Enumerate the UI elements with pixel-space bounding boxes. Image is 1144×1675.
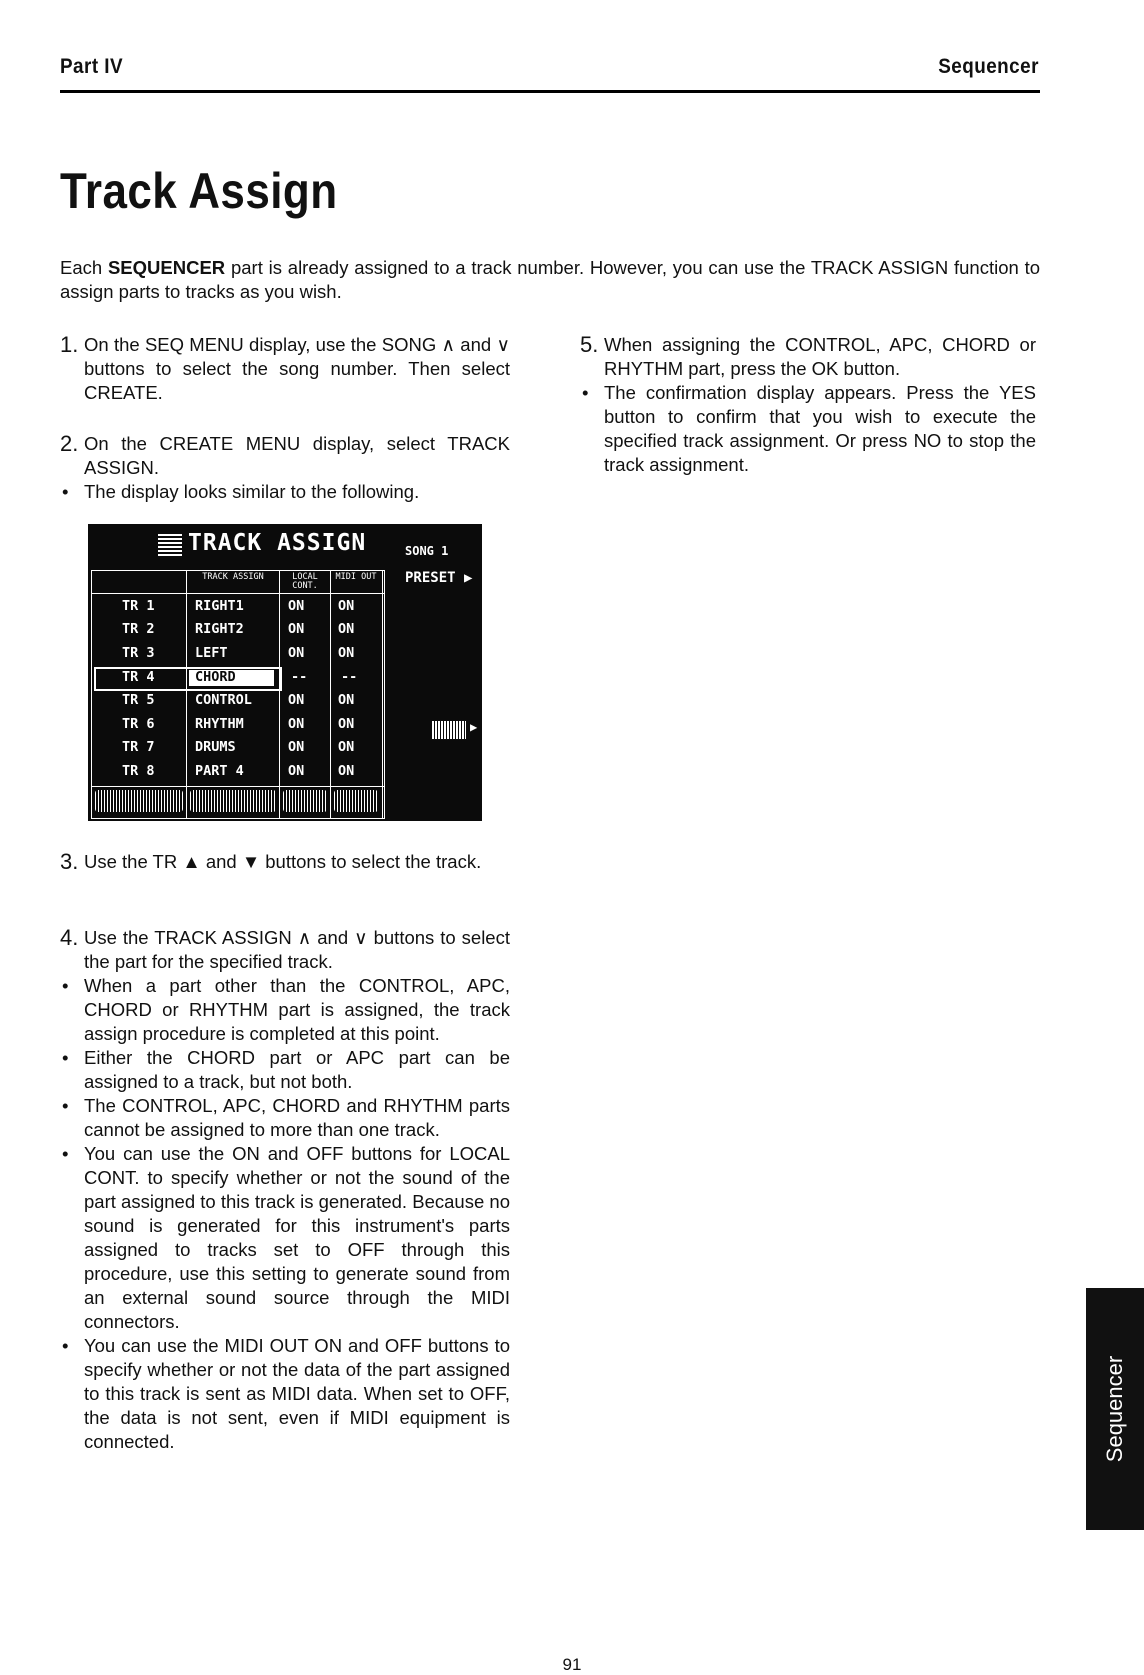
page-title: Track Assign — [60, 163, 338, 219]
step-3 — [60, 850, 510, 874]
step-number: 5. — [580, 332, 599, 357]
track-part-selected[interactable]: CHORD — [195, 669, 236, 685]
track-part[interactable]: LEFT — [195, 645, 228, 661]
midi-out-value[interactable]: ON — [338, 598, 355, 614]
step-number: 2. — [60, 431, 79, 456]
bullet-item: • You can use the MIDI OUT ON and OFF buttons to specify whether or not the data of the part assigned to this track is sent as MIDI data. When set to OFF, the data is not sent, even if MIDI equipment is connected. — [60, 1334, 510, 1454]
track-label[interactable]: TR 1 — [122, 598, 155, 614]
page-number: 91 — [562, 1655, 582, 1674]
section-tab-label: Sequencer — [1102, 1355, 1127, 1463]
bullet-item: • Either the CHORD part or APC part can be assigned to a track, but not both. — [60, 1046, 510, 1094]
midi-out-value[interactable]: ON — [338, 645, 355, 661]
track-assign-up-down-button[interactable] — [190, 790, 276, 812]
midi-out-value[interactable]: ON — [338, 716, 355, 732]
lcd-title: TRACK ASSIGN — [188, 530, 367, 556]
track-part[interactable]: DRUMS — [195, 739, 236, 755]
step-number: 1. — [60, 332, 79, 357]
local-cont-value[interactable]: ON — [288, 739, 305, 755]
step-text: When assigning the CONTROL, APC, CHORD or RHYTHM part, press the OK button. — [604, 334, 1036, 379]
preset-button[interactable]: PRESET ▶ — [405, 570, 473, 586]
header-local-cont: LOCAL CONT. — [292, 572, 318, 591]
step-5 — [580, 333, 1036, 477]
step-text: On the SEQ MENU display, use the SONG ∧ and ∨ buttons to select the song number. Then select CREATE. — [84, 334, 510, 403]
track-part[interactable]: RHYTHM — [195, 716, 244, 732]
intro-paragraph — [60, 256, 1040, 304]
local-cont-on-off-button[interactable] — [283, 790, 327, 812]
midi-out-value[interactable]: ON — [338, 692, 355, 708]
intro-text-end: part is already assigned to a track number. However, you can use the TRACK ASSIGN function to assign parts to tracks as you wish. — [60, 257, 1041, 302]
local-cont-value[interactable]: ON — [288, 692, 305, 708]
step-4 — [60, 926, 510, 1454]
bullet-item: • The CONTROL, APC, CHORD and RHYTHM parts cannot be assigned to more than one track. — [60, 1094, 510, 1142]
local-cont-value[interactable]: ON — [288, 621, 305, 637]
local-cont-value[interactable]: ON — [288, 716, 305, 732]
intro-bold: SEQUENCER — [107, 257, 226, 278]
header-rule — [60, 90, 1040, 93]
track-label[interactable]: TR 8 — [122, 763, 155, 779]
step-text: Use the TR ▲ and ▼ buttons to select the track. — [84, 851, 482, 872]
track-part[interactable]: RIGHT2 — [195, 621, 244, 637]
midi-out-value[interactable]: ON — [338, 763, 355, 779]
local-cont-value[interactable]: ON — [288, 645, 305, 661]
local-cont-value[interactable]: -- — [291, 669, 308, 685]
midi-out-value[interactable]: -- — [341, 669, 358, 685]
step-text: On the CREATE MENU display, select TRACK ASSIGN. — [84, 433, 510, 478]
step-2 — [60, 432, 510, 504]
track-label[interactable]: TR 7 — [122, 739, 155, 755]
track-assign-icon — [158, 532, 182, 556]
song-indicator: SONG 1 — [405, 544, 449, 558]
track-part[interactable]: CONTROL — [195, 692, 252, 708]
bullet-item: • When a part other than the CONTROL, APC, CHORD or RHYTHM part is assigned, the track assign procedure is completed at this point. — [60, 974, 510, 1046]
midi-out-value[interactable]: ON — [338, 621, 355, 637]
step-number: 3. — [60, 849, 79, 874]
lcd-display — [88, 524, 482, 821]
local-cont-value[interactable]: ON — [288, 763, 305, 779]
track-part[interactable]: PART 4 — [195, 763, 244, 779]
track-label[interactable]: TR 3 — [122, 645, 155, 661]
bullet-item: • The display looks similar to the following. — [60, 480, 510, 504]
track-table — [91, 570, 385, 819]
section-label: Sequencer — [938, 55, 1039, 78]
step-number: 4. — [60, 925, 79, 950]
intro-text-start: Each — [60, 257, 108, 278]
step-1 — [60, 333, 510, 405]
tr-up-down-button[interactable] — [95, 790, 183, 812]
section-tab — [1086, 1288, 1144, 1530]
track-part[interactable]: RIGHT1 — [195, 598, 244, 614]
ok-button[interactable] — [432, 721, 466, 739]
header-midi-out: MIDI OUT — [335, 572, 377, 582]
track-label[interactable]: TR 5 — [122, 692, 155, 708]
step-text: Use the TRACK ASSIGN ∧ and ∨ buttons to select the part for the specified track. — [84, 927, 510, 972]
header-track-assign: TRACK ASSIGN — [202, 572, 264, 582]
bullet-item: • You can use the ON and OFF buttons for LOCAL CONT. to specify whether or not the sound of the part assigned to this track is generated. Because no sound is generated for this instrument's parts assigned to tracks set to OFF through this procedure, use this setting to generate sound from an external sound source through the MIDI connectors. — [60, 1142, 510, 1334]
bullet-item: • The confirmation display appears. Press the YES button to confirm that you wish to execute the specified track assignment. Or press NO to stop the track assignment. — [580, 381, 1036, 477]
midi-out-on-off-button[interactable] — [334, 790, 378, 812]
track-label-selected[interactable]: TR 4 — [122, 669, 155, 685]
track-label[interactable]: TR 6 — [122, 716, 155, 732]
local-cont-value[interactable]: ON — [288, 598, 305, 614]
part-label: Part IV — [60, 55, 124, 78]
track-label[interactable]: TR 2 — [122, 621, 155, 637]
midi-out-value[interactable]: ON — [338, 739, 355, 755]
